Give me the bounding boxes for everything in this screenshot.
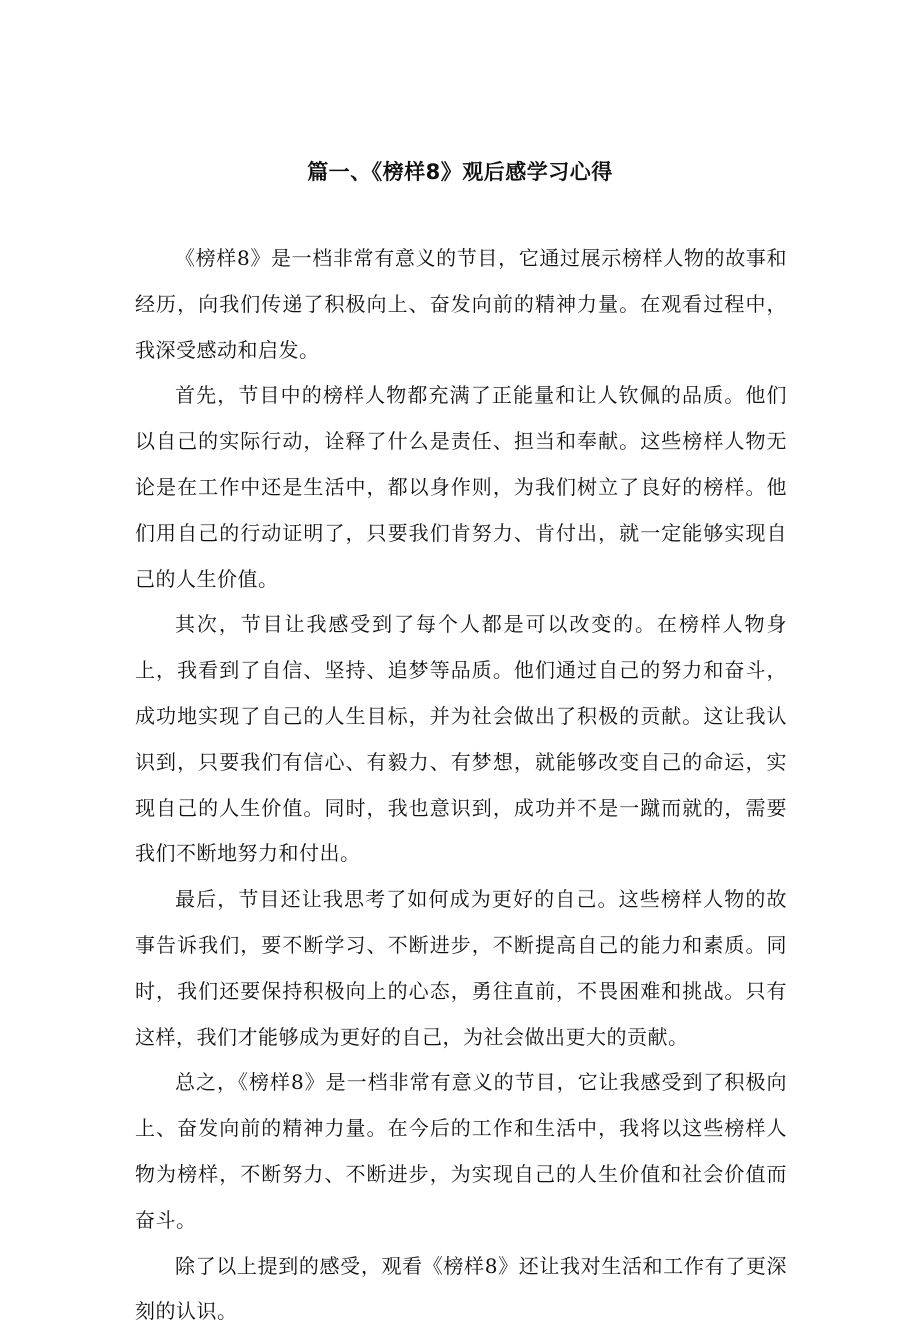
paragraph-second: 其次，节目让我感受到了每个人都是可以改变的。在榜样人物身上，我看到了自信、坚持、追梦等品质。他们通过自己的努力和奋斗，成功地实现了自己的人生目标，并为社会做出了积极的贡献。这让我认识到，只要我们有信心、有毅力、有梦想，就能够改变自己的命运，实现自己的人生价值。同时，我也意识到，成功并不是一蹴而就的，需要我们不断地努力和付出。: [135, 612, 787, 866]
paragraph-summary: 总之，《榜样8》是一档非常有意义的节目，它让我感受到了积极向上、奋发向前的精神力量。在今后的工作和生活中，我将以这些榜样人物为榜样，不断努力、不断进步，为实现自己的人生价值和社会价值而奋斗。: [135, 1070, 787, 1232]
paragraph-last: 最后，节目还让我思考了如何成为更好的自己。这些榜样人物的故事告诉我们，要不断学习、不断进步，不断提高自己的能力和素质。同时，我们还要保持积极向上的心态，勇往直前，不畏困难和挑战。只有这样，我们才能够成为更好的自己，为社会做出更大的贡献。: [135, 887, 787, 1049]
paragraph-extra: 除了以上提到的感受，观看《榜样8》还让我对生活和工作有了更深刻的认识。: [135, 1253, 787, 1324]
document-title: 篇一、《榜样8》观后感学习心得: [307, 160, 613, 184]
paragraph-intro: 《榜样8》是一档非常有意义的节目，它通过展示榜样人物的故事和经历，向我们传递了积极向上、奋发向前的精神力量。在观看过程中，我深受感动和启发。: [135, 246, 787, 362]
paragraph-first: 首先，节目中的榜样人物都充满了正能量和让人钦佩的品质。他们以自己的实际行动，诠释了什么是责任、担当和奉献。这些榜样人物无论是在工作中还是生活中，都以身作则，为我们树立了良好的榜样。他们用自己的行动证明了，只要我们肯努力、肯付出，就一定能够实现自己的人生价值。: [135, 383, 787, 591]
document-body: [135, 236, 787, 1335]
